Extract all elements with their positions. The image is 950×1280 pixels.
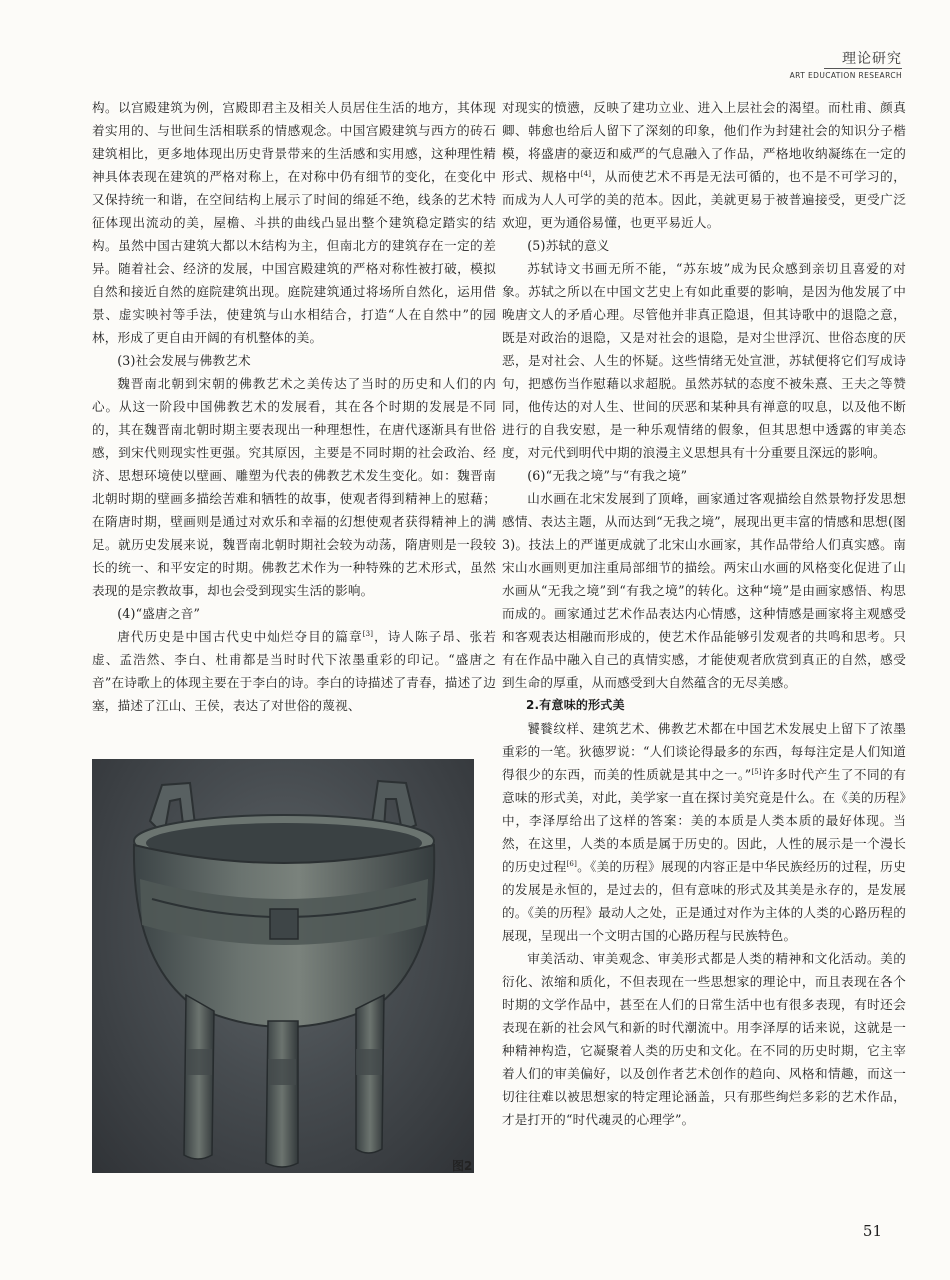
- text-run: 饕餮纹样、建筑艺术、佛教艺术都在中国艺术发展史上留下了浓墨重彩的一笔。狄德罗说：“人们谈论得最多的东西，每每注定是人们知道得很少的东西，而美的性质就是其中之一。”: [502, 721, 906, 782]
- paragraph: 山水画在北宋发展到了顶峰，画家通过客观描绘自然景物抒发思想感情、表达主题，从而达到“无我之境”，展现出更丰富的情感和思想(图3)。技法上的严谨更成就了北宋山水画家，其作品带给人们真实感。南宋山水画则更加注重局部细节的描绘。两宋山水画的风格变化促进了山水画从“无我之境”到“有我之境”的转化。这种“境”是由画家感悟、构思而成的。画家通过艺术作品表达内心情感，这种情感是画家将主观感受和客观表达相融而形成的，使艺术作品能够引发观者的共鸣和思考。只有在作品中融入自己的真情实感，才能使观者欣赏到真正的自然，感受到生命的厚重，从而感受到大自然蕴含的无尽美感。: [502, 491, 906, 690]
- page-number: 51: [862, 1222, 882, 1240]
- subheading: (4)“盛唐之音”: [117, 606, 201, 621]
- bronze-ding-illustration: [92, 759, 474, 1173]
- text-run: 唐代历史是中国古代史中灿烂夺目的篇章: [117, 629, 363, 644]
- figure-caption: 图2: [452, 1159, 473, 1173]
- paragraph: [502, 96, 906, 234]
- section-title: 理论研究: [842, 51, 902, 67]
- subheading: (6)“无我之境”与“有我之境”: [527, 468, 688, 483]
- paragraph: [502, 717, 906, 947]
- citation-ref[interactable]: [5]: [751, 767, 762, 776]
- header-divider: [824, 68, 902, 69]
- section-heading: 2.有意味的形式美: [526, 698, 625, 712]
- paragraph: [92, 625, 496, 717]
- citation-ref[interactable]: [3]: [362, 629, 374, 638]
- text-run: 许多时代产生了不同的有意味的形式美，对此，美学家一直在探讨美究竟是什么。在《美的历程》中，李泽厚给出了这样的答案：美的本质是人类本质的最好体现。当然，在这里，人类的本质是属于历史的。因此，人性的展示是一个漫长的历史过程: [502, 767, 906, 874]
- citation-ref[interactable]: [4]: [580, 169, 592, 178]
- subheading: (5)苏轼的意义: [527, 238, 610, 253]
- text-run: 。《美的历程》展现的内容正是中华民族经历的过程，历史的发展是永恒的，是过去的，但有意味的形式及其美是永存的，是发展的。《美的历程》最动人之处，正是通过对作为主体的人类的心路历程的展现，呈现出一个文明古国的心路历程与民族特色。: [502, 859, 906, 943]
- paragraph: 审美活动、审美观念、审美形式都是人类的精神和文化活动。美的衍化、浓缩和质化，不但表现在一些思想家的理论中，而且表现在各个时期的文学作品中，甚至在人们的日常生活中也有很多表现，有时还会表现在新的社会风气和新的时代潮流中。用李泽厚的话来说，这就是一种精神构造，它凝聚着人类的历史和文化。在不同的历史时期，它主宰着人们的审美偏好，以及创作者艺术创作的趋向、风格和情趣，而这一切往往难以被思想家的特定理论涵盖，只有那些绚烂多彩的艺术作品，才是打开的“时代魂灵的心理学”。: [502, 951, 906, 1127]
- bronze-ding-photo: [92, 759, 474, 1173]
- text-run: ，诗人陈子昂、张若虚、孟浩然、李白、杜甫都是当时时代下浓墨重彩的印记。“盛唐之音”在诗歌上的体现主要在于李白的诗。李白的诗描述了青春，描述了边塞，描述了江山、王侯，表达了对世俗的蔑视、: [92, 629, 496, 713]
- paragraph: 魏晋南北朝到宋朝的佛教艺术之美传达了当时的历史和人们的内心。从这一阶段中国佛教艺术的发展看，其在各个时期的发展是不同的，其在魏晋南北朝时期主要表现出一种理想性，在唐代逐渐具有世俗感，到宋代则现实性更强。究其原因，主要是不同时期的社会政治、经济、思想环境使以壁画、雕塑为代表的佛教艺术发生变化。如：魏晋南北朝时期的壁画多描绘苦难和牺牲的故事，使观者得到精神上的慰藉；在隋唐时期，壁画则是通过对欢乐和幸福的幻想使观者获得精神上的满足。就历史发展来说，魏晋南北朝时期社会较为动荡，隋唐则是一段较长的统一、和平安定的时期。佛教艺术作为一种特殊的艺术形式，虽然表现的是宗教故事，却也会受到现实生活的影响。: [92, 376, 496, 598]
- paragraph: 苏轼诗文书画无所不能，“苏东坡”成为民众感到亲切且喜爱的对象。苏轼之所以在中国文艺史上有如此重要的影响，是因为他发展了中晚唐文人的矛盾心理。尽管他并非真正隐退，但其诗歌中的退隐之意，既是对政治的退隐，又是对社会的退隐，是对尘世浮沉、世俗态度的厌恶，是对社会、人生的怀疑。这些情绪无处宣泄，苏轼便将它们写成诗句，把感伤当作慰藉以求超脱。虽然苏轼的态度不被朱熹、王夫之等赞同，他传达的对人生、世间的厌恶和某种具有禅意的叹息，以及他不断进行的自我安慰，是一种乐观情绪的假象，但其思想中透露的审美态度，对元代到明代中期的浪漫主义思想具有十分重要且深远的影响。: [502, 261, 906, 460]
- text-run: ，从而使艺术不再是无法可循的，也不是不可学习的，而成为人人可学的美的范本。因此，美就更易于被普遍接受，更受广泛欢迎，更为通俗易懂，也更平易近人。: [502, 169, 906, 230]
- text-run: 对现实的愤懑，反映了建功立业、进入上层社会的渴望。而杜甫、颜真卿、韩愈也给后人留下了深刻的印象，他们作为封建社会的知识分子楷模，将盛唐的豪迈和威严的气息融入了作品，严格地收纳凝练在一定的形式、规格中: [502, 100, 906, 184]
- section-subtitle: ART EDUCATION RESEARCH: [789, 71, 902, 80]
- paragraph: 构。以宫殿建筑为例，宫殿即君主及相关人员居住生活的地方，其体现着实用的、与世间生活相联系的情感观念。中国宫殿建筑与西方的砖石建筑相比，更多地体现出历史背景带来的生活感和实用感，这种理性精神具体表现在建筑的严格对称上，在对称中仍有细节的变化，在变化中又保持统一和谐，在空间结构上展示了时间的绵延不绝，线条的艺术特征体现出流动的美，屋檐、斗拱的曲线凸显出整个建筑稳定踏实的结构。虽然中国古建筑大都以木结构为主，但南北方的建筑存在一定的差异。随着社会、经济的发展，中国宫殿建筑的严格对称性被打破，模拟自然和接近自然的庭院建筑出现。庭院建筑通过将场所自然化，运用借景、虚实映衬等手法，使建筑与山水相结合，打造“人在自然中”的园林，形成了更自由开阔的有机整体的美。: [92, 100, 496, 345]
- right-column: [502, 96, 906, 1131]
- left-column: [92, 96, 496, 717]
- citation-ref[interactable]: [6]: [566, 859, 577, 868]
- subheading: (3)社会发展与佛教艺术: [117, 353, 251, 368]
